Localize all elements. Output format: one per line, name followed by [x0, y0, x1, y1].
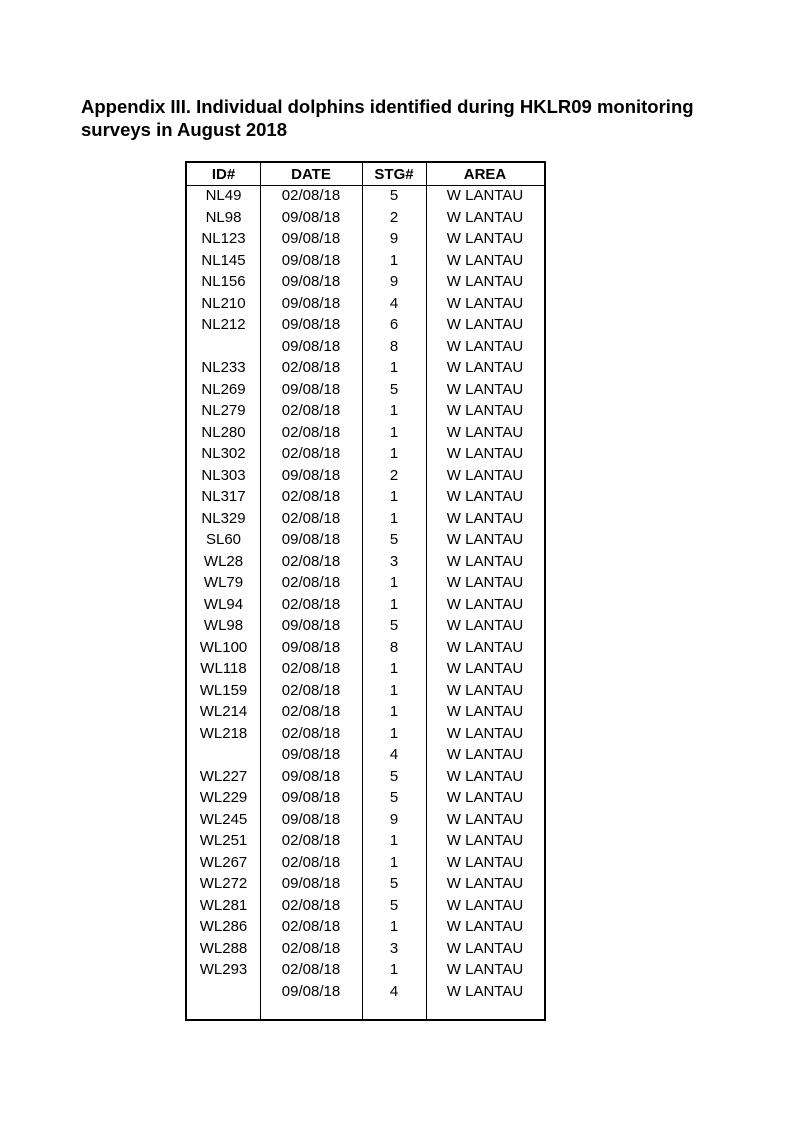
table-row: [187, 637, 544, 659]
table-row: [187, 443, 544, 465]
cell-area: W LANTAU: [446, 918, 524, 935]
cell-area: W LANTAU: [446, 724, 524, 742]
cell-id: [187, 981, 260, 1003]
cell-area: W LANTAU: [446, 982, 524, 1000]
cell-stage: 5: [389, 896, 399, 914]
cell-stage: 3: [389, 939, 399, 957]
cell-date: 09/08/18: [281, 316, 341, 333]
table-row: [187, 271, 544, 293]
table-row: [187, 723, 544, 745]
table-row: [187, 293, 544, 315]
table-row: [187, 336, 544, 358]
cell-id: NL123: [201, 230, 246, 247]
cell-area: W LANTAU: [446, 445, 524, 462]
header-date: DATE: [291, 165, 331, 183]
cell-id: NL210: [201, 294, 246, 312]
cell-area: W LANTAU: [446, 187, 524, 204]
cell-id: WL281: [199, 896, 248, 914]
table-row: [187, 228, 544, 250]
cell-stage: 4: [389, 982, 399, 1000]
cell-area: W LANTAU: [446, 402, 524, 419]
cell-area: W LANTAU: [446, 746, 524, 763]
table-row: [187, 508, 544, 530]
cell-stage: 5: [389, 380, 399, 398]
cell-area: W LANTAU: [446, 552, 524, 570]
cell-id: [187, 336, 260, 358]
cell-date: 09/08/18: [281, 789, 341, 806]
cell-area: W LANTAU: [446, 574, 524, 591]
cell-id: WL79: [203, 574, 244, 591]
table-row: [187, 551, 544, 573]
cell-area: W LANTAU: [446, 531, 524, 548]
cell-stage: 1: [389, 423, 399, 441]
cell-date: 09/08/18: [281, 746, 341, 763]
cell-date: 02/08/18: [281, 552, 341, 570]
cell-date: 02/08/18: [281, 359, 341, 376]
cell-stage: 1: [389, 660, 399, 677]
cell-stage: 1: [389, 918, 399, 935]
cell-area: W LANTAU: [446, 380, 524, 398]
header-row: [187, 163, 544, 185]
table-row: [187, 830, 544, 852]
cell-area: W LANTAU: [446, 638, 524, 656]
cell-stage: 1: [389, 961, 399, 978]
cell-stage: 1: [389, 251, 399, 269]
cell-stage: 1: [389, 703, 399, 720]
cell-date: 02/08/18: [281, 896, 341, 914]
cell-id: WL218: [199, 724, 248, 742]
cell-area: W LANTAU: [446, 681, 524, 699]
table-row: [187, 207, 544, 229]
cell-id: WL118: [200, 660, 247, 677]
cell-stage: 9: [389, 230, 399, 247]
cell-date: 02/08/18: [281, 488, 341, 505]
cell-id: NL145: [201, 251, 246, 269]
cell-area: W LANTAU: [446, 810, 524, 828]
cell-stage: 5: [389, 875, 399, 892]
cell-id: WL98: [203, 617, 244, 634]
cell-date: 09/08/18: [281, 531, 341, 548]
cell-stage: 1: [389, 359, 399, 376]
cell-date: 02/08/18: [281, 681, 341, 699]
table-row: [187, 594, 544, 616]
cell-id: WL227: [199, 767, 248, 785]
cell-stage: 1: [389, 681, 399, 699]
cell-area: W LANTAU: [446, 466, 524, 484]
cell-id: NL302: [201, 445, 246, 462]
cell-area: W LANTAU: [446, 875, 524, 892]
cell-id: WL251: [199, 832, 248, 849]
cell-area: W LANTAU: [446, 939, 524, 957]
cell-area: W LANTAU: [446, 595, 524, 613]
cell-date: 09/08/18: [281, 380, 341, 398]
cell-id: NL279: [201, 402, 246, 419]
table-row: [187, 809, 544, 831]
cell-date: 02/08/18: [281, 961, 341, 978]
cell-stage: 1: [389, 595, 399, 613]
cell-id: WL272: [199, 875, 248, 892]
dolphin-table: [185, 161, 546, 1021]
cell-date: 09/08/18: [281, 875, 341, 892]
cell-id: WL214: [199, 703, 248, 720]
table-row: [187, 959, 544, 981]
cell-date: 09/08/18: [281, 337, 341, 355]
cell-area: W LANTAU: [446, 208, 524, 226]
table-row: [187, 486, 544, 508]
cell-date: 02/08/18: [281, 832, 341, 849]
cell-date: 02/08/18: [281, 595, 341, 613]
cell-area: W LANTAU: [446, 337, 524, 355]
cell-date: 09/08/18: [281, 617, 341, 634]
cell-date: 02/08/18: [281, 939, 341, 957]
cell-id: NL49: [205, 187, 242, 204]
cell-id: NL280: [201, 423, 246, 441]
cell-date: 02/08/18: [281, 574, 341, 591]
cell-stage: 5: [389, 617, 399, 634]
cell-date: 02/08/18: [281, 853, 341, 871]
cell-area: W LANTAU: [446, 230, 524, 247]
cell-stage: 6: [389, 316, 399, 333]
table-row: [187, 701, 544, 723]
cell-area: W LANTAU: [446, 660, 524, 677]
table-row: [187, 852, 544, 874]
cell-stage: 1: [389, 724, 399, 742]
cell-id: WL159: [199, 681, 248, 699]
table-row: [187, 465, 544, 487]
table-row: [187, 250, 544, 272]
cell-area: W LANTAU: [446, 767, 524, 785]
cell-stage: 1: [389, 509, 399, 527]
cell-area: W LANTAU: [446, 789, 524, 806]
table-row: [187, 766, 544, 788]
cell-stage: 1: [389, 402, 399, 419]
cell-area: W LANTAU: [446, 359, 524, 376]
table-row: [187, 379, 544, 401]
cell-id: NL269: [201, 380, 246, 398]
cell-area: W LANTAU: [446, 832, 524, 849]
cell-date: 09/08/18: [281, 638, 341, 656]
cell-date: 09/08/18: [281, 466, 341, 484]
cell-stage: 1: [389, 488, 399, 505]
cell-id: WL288: [199, 939, 248, 957]
table-row: [187, 422, 544, 444]
cell-date: 09/08/18: [281, 273, 341, 290]
cell-area: W LANTAU: [446, 488, 524, 505]
cell-id: WL229: [199, 789, 248, 806]
cell-id: NL303: [201, 466, 246, 484]
cell-id: NL156: [201, 273, 246, 290]
table-row: [187, 658, 544, 680]
cell-stage: 1: [389, 445, 399, 462]
cell-date: 02/08/18: [281, 918, 341, 935]
cell-area: W LANTAU: [446, 896, 524, 914]
cell-id: NL329: [201, 509, 246, 527]
header-id: ID#: [211, 165, 236, 183]
table-row: [187, 314, 544, 336]
cell-id: NL98: [205, 208, 242, 226]
cell-area: W LANTAU: [446, 423, 524, 441]
cell-id: NL317: [201, 488, 246, 505]
cell-stage: 1: [389, 574, 399, 591]
cell-id: [187, 744, 260, 766]
cell-area: W LANTAU: [446, 509, 524, 527]
cell-stage: 5: [389, 767, 399, 785]
page-title: Appendix III. Individual dolphins identified during HKLR09 monitoring surveys in August 2018: [81, 96, 694, 140]
cell-date: 09/08/18: [281, 251, 341, 269]
cell-date: 09/08/18: [281, 810, 341, 828]
cell-area: W LANTAU: [446, 853, 524, 871]
cell-stage: 9: [389, 273, 399, 290]
table-row: [187, 873, 544, 895]
cell-date: 09/08/18: [281, 982, 341, 1000]
cell-date: 09/08/18: [281, 230, 341, 247]
cell-stage: 1: [389, 832, 399, 849]
cell-id: WL94: [203, 595, 244, 613]
cell-stage: 3: [389, 552, 399, 570]
cell-id: NL233: [201, 359, 246, 376]
cell-area: W LANTAU: [446, 961, 524, 978]
cell-id: WL245: [199, 810, 248, 828]
cell-date: 02/08/18: [281, 724, 341, 742]
cell-date: 09/08/18: [281, 294, 341, 312]
table-row: [187, 680, 544, 702]
table-body: [187, 185, 544, 1002]
cell-stage: 5: [389, 789, 399, 806]
cell-date: 02/08/18: [281, 509, 341, 527]
table-row: [187, 981, 544, 1003]
cell-date: 02/08/18: [281, 445, 341, 462]
cell-date: 02/08/18: [281, 402, 341, 419]
cell-id: WL293: [199, 961, 248, 978]
cell-date: 02/08/18: [281, 187, 341, 204]
table-row: [187, 938, 544, 960]
cell-date: 02/08/18: [281, 423, 341, 441]
cell-area: W LANTAU: [446, 316, 524, 333]
header-stage: STG#: [374, 165, 414, 183]
cell-id: SL60: [205, 531, 242, 548]
cell-stage: 4: [389, 294, 399, 312]
cell-id: WL28: [203, 552, 244, 570]
table-row: [187, 572, 544, 594]
cell-area: W LANTAU: [446, 617, 524, 634]
table-row: [187, 400, 544, 422]
cell-date: 02/08/18: [281, 660, 341, 677]
table-row: [187, 357, 544, 379]
table-row: [187, 895, 544, 917]
table-row: [187, 615, 544, 637]
cell-stage: 2: [389, 466, 399, 484]
cell-stage: 5: [389, 531, 399, 548]
cell-id: WL100: [199, 638, 248, 656]
table-row: [187, 185, 544, 207]
cell-area: W LANTAU: [446, 703, 524, 720]
cell-id: WL267: [199, 853, 248, 871]
cell-stage: 8: [389, 337, 399, 355]
cell-stage: 1: [389, 853, 399, 871]
cell-area: W LANTAU: [446, 273, 524, 290]
table-row: [187, 787, 544, 809]
cell-stage: 8: [389, 638, 399, 656]
table-row: [187, 916, 544, 938]
cell-stage: 5: [389, 187, 399, 204]
cell-area: W LANTAU: [446, 251, 524, 269]
table-row: [187, 744, 544, 766]
cell-date: 02/08/18: [281, 703, 341, 720]
table-row: [187, 529, 544, 551]
data-table: [187, 163, 544, 1002]
cell-stage: 4: [389, 746, 399, 763]
cell-date: 09/08/18: [281, 767, 341, 785]
cell-stage: 2: [389, 208, 399, 226]
cell-id: WL286: [199, 918, 248, 935]
cell-area: W LANTAU: [446, 294, 524, 312]
cell-date: 09/08/18: [281, 208, 341, 226]
header-area: AREA: [463, 165, 507, 183]
cell-id: NL212: [201, 316, 246, 333]
cell-stage: 9: [389, 810, 399, 828]
